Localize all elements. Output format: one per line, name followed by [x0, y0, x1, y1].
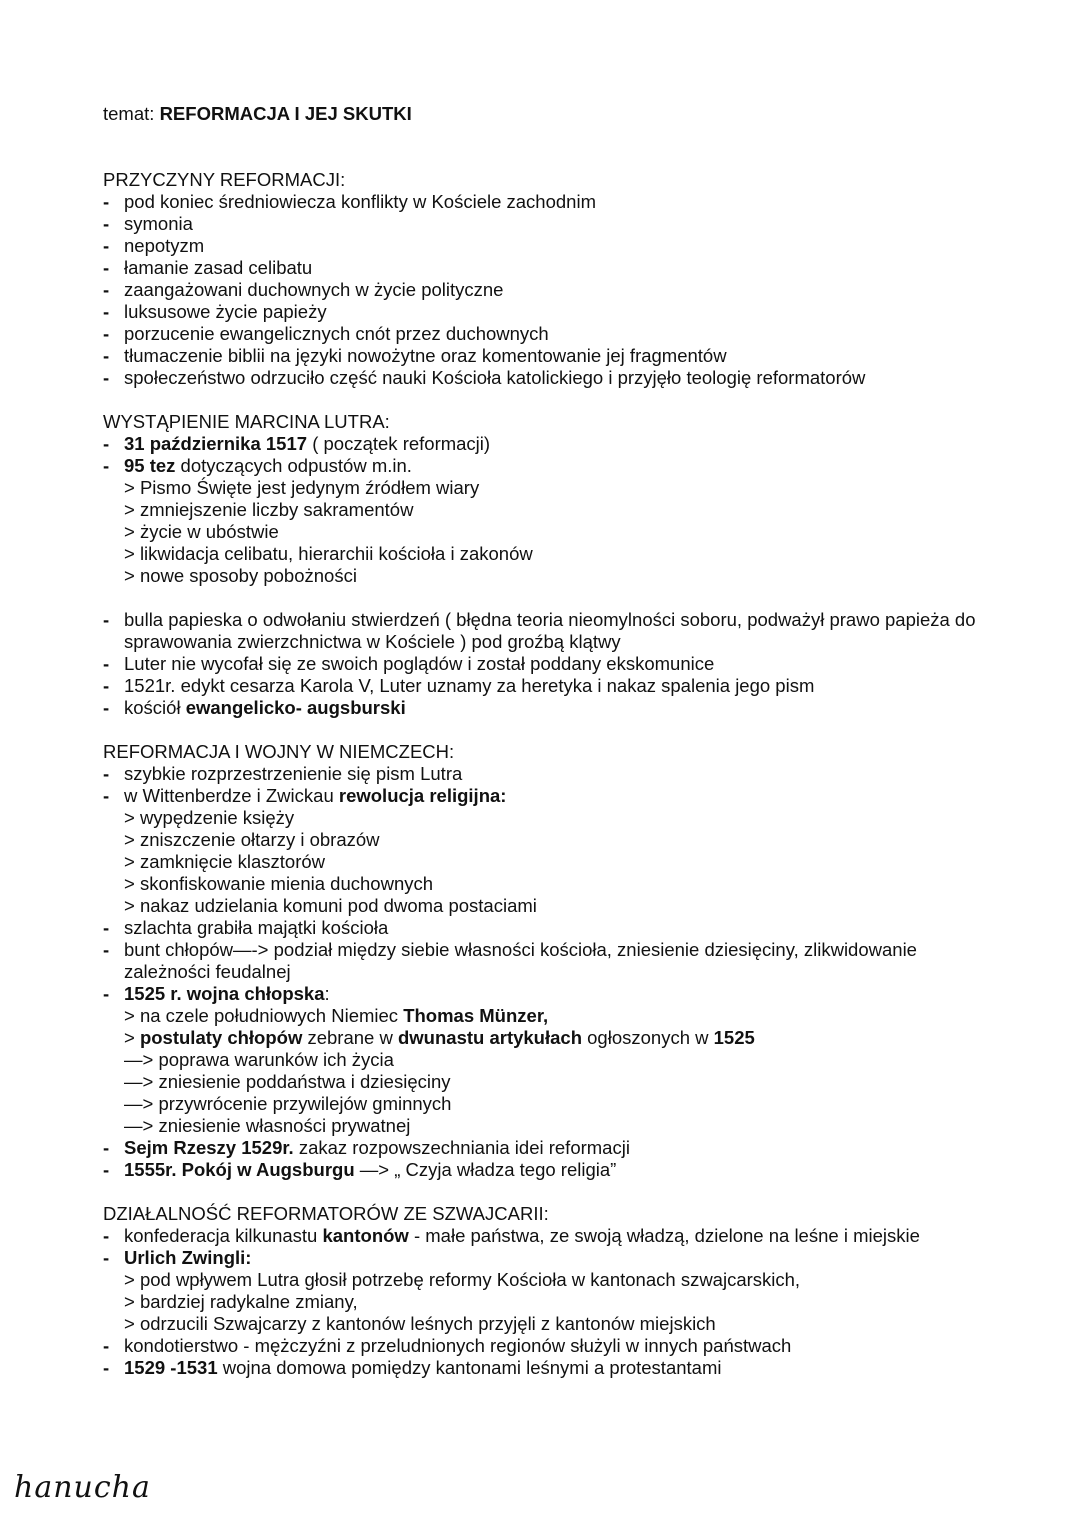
sub-item	[124, 1071, 983, 1093]
text-run: ewangelicko- augsburski	[185, 697, 406, 718]
text-run: 1529 -1531	[124, 1357, 218, 1378]
text-run: 1525 r. wojna chłopska	[124, 983, 325, 1004]
bullet-item	[103, 323, 983, 345]
text-run: Urlich Zwingli:	[124, 1247, 252, 1268]
text-run: szlachta grabiła majątki kościoła	[124, 917, 389, 938]
bullet-item	[103, 213, 983, 235]
sub-item: > odrzucili Szwajcarzy z kantonów leśnych przyjęli z kantonów miejskich	[124, 1313, 716, 1334]
sub-item	[124, 1005, 983, 1027]
sub-item: > wypędzenie księży	[124, 807, 295, 828]
bullet-list	[103, 191, 983, 389]
sub-item	[124, 1027, 983, 1049]
text-run: > na czele południowych Niemiec	[124, 1005, 404, 1026]
sub-item: > pod wpływem Lutra głosił potrzebę reformy Kościoła w kantonach szwajcarskich,	[124, 1269, 801, 1290]
text-run: pod koniec średniowiecza konflikty w Kościele zachodnim	[124, 191, 596, 212]
text-run: 1525	[713, 1027, 755, 1048]
bullet-list	[103, 763, 983, 1181]
text-run: dwunastu artykułach	[397, 1027, 582, 1048]
author-signature: hanucha	[14, 1470, 151, 1505]
bullet-item	[103, 235, 983, 257]
section-heading: WYSTĄPIENIE MARCINA LUTRA:	[103, 411, 390, 432]
text-run: w Wittenberdze i Zwickau	[124, 785, 339, 806]
bullet-list	[103, 1225, 983, 1379]
sub-item	[124, 1115, 983, 1137]
bullet-item	[103, 433, 983, 455]
text-run: porzucenie ewangelicznych cnót przez duchownych	[124, 323, 549, 344]
bullet-item	[103, 939, 983, 983]
topic-prefix: temat:	[103, 103, 160, 124]
topic-title	[103, 103, 983, 125]
text-run: ogłoszonych w	[582, 1027, 714, 1048]
text-run: nepotyzm	[124, 235, 205, 256]
bullet-item	[103, 653, 983, 675]
bullet-item	[103, 1357, 983, 1379]
bullet-item	[103, 345, 983, 367]
bullet-item	[103, 257, 983, 279]
section-heading: REFORMACJA I WOJNY W NIEMCZECH:	[103, 741, 455, 762]
text-run: bulla papieska o odwołaniu stwierdzeń ( błędna teoria nieomylności soboru, podważył prawo papieża do sprawowania zwierzchnictwa w Kościele ) pod groźbą klątwy	[124, 609, 976, 652]
text-run: 1555r. Pokój w Augsburgu	[124, 1159, 355, 1180]
text-run: Sejm Rzeszy 1529r.	[124, 1137, 294, 1158]
note-page	[103, 103, 983, 1401]
bullet-item	[103, 301, 983, 323]
sub-list	[103, 807, 983, 917]
sub-item: > skonfiskowanie mienia duchownych	[124, 873, 434, 894]
sub-item: > nowe sposoby pobożności	[124, 565, 357, 586]
text-run: zebrane w	[302, 1027, 398, 1048]
sub-list	[103, 477, 983, 587]
sub-item	[124, 1049, 983, 1071]
text-run: >	[124, 1027, 140, 1048]
text-run: dotyczących odpustów m.in.	[175, 455, 412, 476]
bullet-item	[103, 763, 983, 785]
sub-item: > likwidacja celibatu, hierarchii kościoła i zakonów	[124, 543, 533, 564]
section	[103, 411, 983, 719]
text-run: wojna domowa pomiędzy kantonami leśnymi a protestantami	[217, 1357, 722, 1378]
bullet-item	[103, 697, 983, 719]
sub-list	[103, 1005, 983, 1137]
sub-item: > zmniejszenie liczby sakramentów	[124, 499, 414, 520]
sub-item: > Pismo Święte jest jedynym źródłem wiary	[124, 477, 480, 498]
text-run: —> zniesienie własności prywatnej	[124, 1115, 411, 1136]
bullet-item	[103, 1247, 983, 1269]
topic-text: REFORMACJA I JEJ SKUTKI	[159, 103, 412, 124]
bullet-item	[103, 1335, 983, 1357]
sections-container	[103, 169, 983, 1379]
text-run: kościół	[124, 697, 186, 718]
text-run: symonia	[124, 213, 193, 234]
text-run: —> zniesienie poddaństwa i dziesięciny	[124, 1071, 451, 1092]
bullet-item	[103, 191, 983, 213]
text-run: —> przywrócenie przywilejów gminnych	[124, 1093, 452, 1114]
section	[103, 1203, 983, 1379]
bullet-item	[103, 785, 983, 807]
sub-list	[103, 1269, 983, 1335]
text-run: 95 tez	[124, 455, 176, 476]
sub-item: > nakaz udzielania komuni pod dwoma postaciami	[124, 895, 537, 916]
text-run: kantonów	[322, 1225, 409, 1246]
text-run: bunt chłopów—-> podział między siebie własności kościoła, zniesienie dziesięciny, zlikwidowanie zależności feudalnej	[124, 939, 917, 982]
bullet-item	[103, 367, 983, 389]
spacer	[103, 587, 983, 609]
section-heading: PRZYCZYNY REFORMACJI:	[103, 169, 346, 190]
sub-item	[124, 1093, 983, 1115]
text-run: Thomas Münzer,	[403, 1005, 549, 1026]
bullet-item	[103, 455, 983, 477]
bullet-item	[103, 917, 983, 939]
bullet-item	[103, 1225, 983, 1247]
text-run: kondotierstwo - mężczyźni z przeludnionych regionów służyli w innych państwach	[124, 1335, 792, 1356]
bullet-item	[103, 279, 983, 301]
bullet-item	[103, 1137, 983, 1159]
section	[103, 169, 983, 389]
bullet-item	[103, 609, 983, 653]
text-run: postulaty chłopów	[139, 1027, 303, 1048]
section	[103, 741, 983, 1181]
bullet-item	[103, 675, 983, 697]
text-run: konfederacja kilkunastu	[124, 1225, 323, 1246]
text-run: społeczeństwo odrzuciło część nauki Kościoła katolickiego i przyjęło teologię reformatorów	[124, 367, 866, 388]
text-run: łamanie zasad celibatu	[124, 257, 313, 278]
text-run: tłumaczenie biblii na języki nowożytne oraz komentowanie jej fragmentów	[124, 345, 727, 366]
sub-item: > bardziej radykalne zmiany,	[124, 1291, 358, 1312]
text-run: —> poprawa warunków ich życia	[124, 1049, 394, 1070]
sub-item: > zniszczenie ołtarzy i obrazów	[124, 829, 380, 850]
text-run: ( początek reformacji)	[307, 433, 491, 454]
text-run: rewolucja religijna:	[338, 785, 507, 806]
bullet-list	[103, 433, 983, 719]
text-run: zaangażowani duchownych w życie polityczne	[124, 279, 504, 300]
text-run: - małe państwa, ze swoją władzą, dzielone na leśne i miejskie	[408, 1225, 920, 1246]
text-run: luksusowe życie papieży	[124, 301, 327, 322]
text-run: Luter nie wycofał się ze swoich poglądów i został poddany ekskomunice	[124, 653, 715, 674]
bullet-item	[103, 983, 983, 1005]
bullet-item	[103, 1159, 983, 1181]
section-heading: DZIAŁALNOŚĆ REFORMATORÓW ZE SZWAJCARII:	[103, 1203, 549, 1224]
text-run: :	[324, 983, 330, 1004]
sub-item: > życie w ubóstwie	[124, 521, 279, 542]
text-run: szybkie rozprzestrzenienie się pism Lutra	[124, 763, 463, 784]
text-run: 1521r. edykt cesarza Karola V, Luter uznamy za heretyka i nakaz spalenia jego pism	[124, 675, 815, 696]
text-run: 31 października 1517	[124, 433, 308, 454]
text-run: —> „ Czyja władza tego religia”	[354, 1159, 617, 1180]
sub-item: > zamknięcie klasztorów	[124, 851, 326, 872]
text-run: zakaz rozpowszechniania idei reformacji	[293, 1137, 630, 1158]
